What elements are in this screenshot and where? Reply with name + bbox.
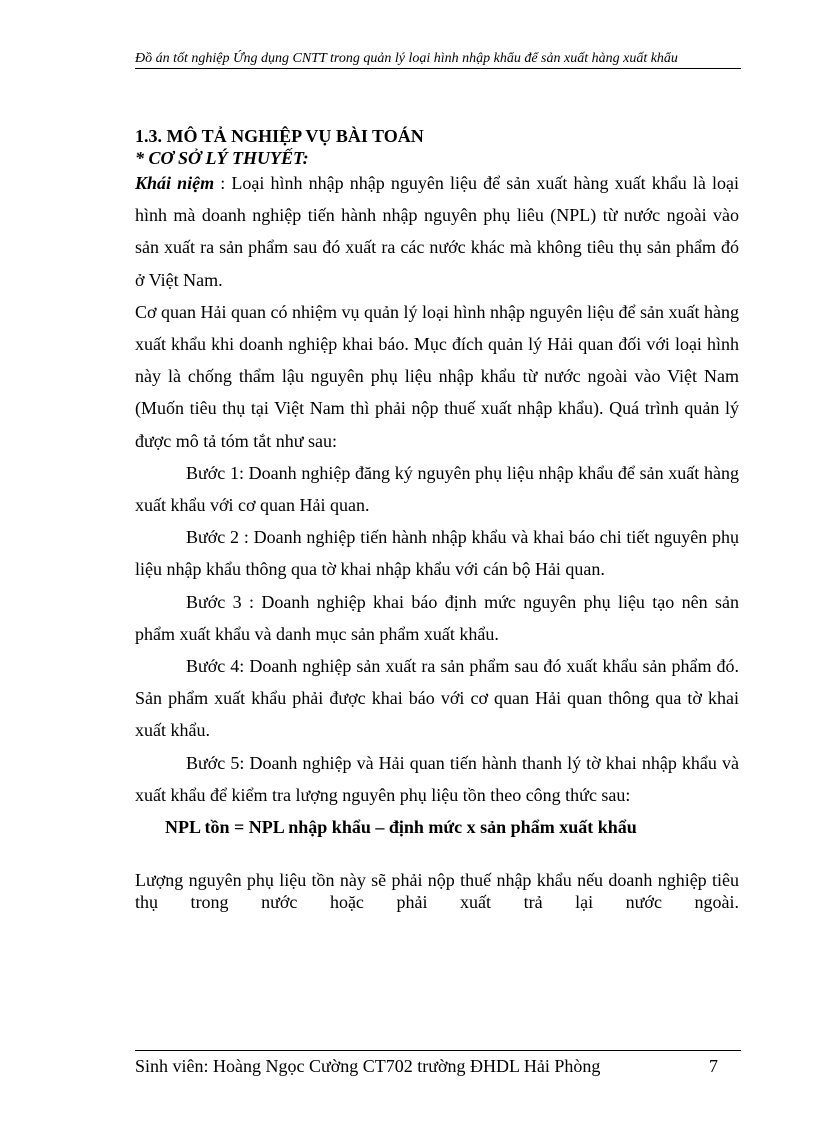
- definition-paragraph: [135, 167, 739, 296]
- step-4: Bước 4: Doanh nghiệp sản xuất ra sản phẩm sau đó xuất khẩu sản phẩm đó. Sản phẩm xuất khẩu phải được khai báo với cơ quan Hải quan thông qua tờ khai xuất khẩu.: [135, 656, 739, 741]
- running-header-text: Đồ án tốt nghiệp Ứng dụng CNTT trong quản lý loại hình nhập khẩu để sản xuất hàng xuất khẩu: [135, 51, 678, 66]
- footer-author: Sinh viên: Hoàng Ngọc Cường CT702 trường ĐHDL Hải Phòng: [135, 1056, 601, 1076]
- closing-paragraph: Lượng nguyên phụ liệu tồn này sẽ phải nộp thuế nhập khẩu nếu doanh nghiệp tiêu thụ trong nước hoặc phải xuất trả lại nước ngoài.: [135, 870, 739, 913]
- page-footer: [135, 1050, 741, 1078]
- definition-term: Khái niệm: [135, 173, 215, 193]
- step-3: Bước 3 : Doanh nghiệp khai báo định mức nguyên phụ liệu tạo nên sản phẩm xuất khẩu và danh mục sản phẩm xuất khẩu.: [135, 591, 739, 644]
- page-number: 7: [709, 1056, 718, 1076]
- page-content: [135, 124, 739, 931]
- definition-text: : Loại hình nhập nhập nguyên liệu để sản xuất hàng xuất khẩu là loại hình mà doanh nghiệp tiến hành nhập nguyên phụ liêu (NPL) từ nước ngoài vào sản xuất ra sản phẩm sau đó xuất ra các nước khác mà không tiêu thụ sản phẩm đó ở Việt Nam.: [135, 173, 739, 290]
- step-5: Bước 5: Doanh nghiệp và Hải quan tiến hành thanh lý tờ khai nhập khẩu và xuất khẩu để kiểm tra lượng nguyên phụ liệu tồn theo công thức sau:: [135, 752, 739, 805]
- step-2: Bước 2 : Doanh nghiệp tiến hành nhập khẩu và khai báo chi tiết nguyên phụ liệu nhập khẩu thông qua tờ khai nhập khẩu với cán bộ Hải quan.: [135, 527, 739, 580]
- subheading: * CƠ SỞ LÝ THUYẾT:: [135, 148, 309, 168]
- step-1: Bước 1: Doanh nghiệp đăng ký nguyên phụ liệu nhập khẩu để sản xuất hàng xuất khẩu với cơ quan Hải quan.: [135, 462, 739, 516]
- body-paragraph: Cơ quan Hải quan có nhiệm vụ quản lý loại hình nhập nguyên liệu để sản xuất hàng xuất khẩu khi doanh nghiệp khai báo. Mục đích quản lý Hải quan đối với loại hình này là chống thẩm lậu nguyên phụ liệu nhập khẩu từ nước ngoài vào Việt Nam (Muốn tiêu thụ tại Việt Nam thì phải nộp thuế xuất nhập khẩu). Quá trình quản lý được mô tả tóm tắt như sau:: [135, 301, 739, 451]
- running-header: [135, 50, 741, 69]
- section-title: 1.3. MÔ TẢ NGHIỆP VỤ BÀI TOÁN: [135, 126, 424, 146]
- formula: NPL tồn = NPL nhập khẩu – định mức x sản phẩm xuất khẩu: [165, 817, 637, 838]
